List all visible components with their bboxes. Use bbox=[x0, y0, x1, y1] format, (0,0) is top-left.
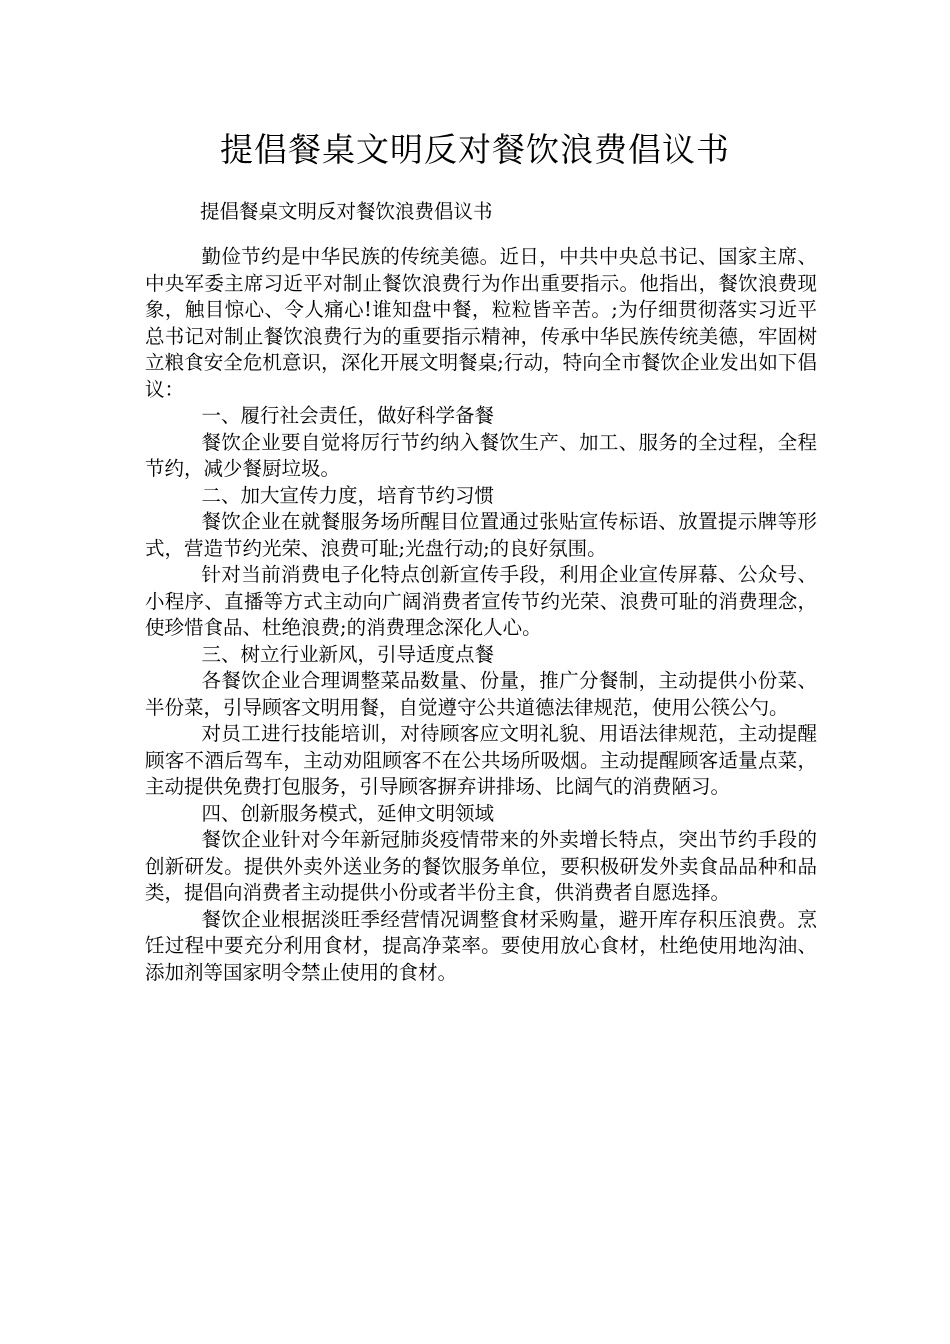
document-subtitle: 提倡餐桌文明反对餐饮浪费倡议书 bbox=[200, 200, 493, 223]
document-body bbox=[145, 244, 817, 986]
document-title: 提倡餐桌文明反对餐饮浪费倡议书 bbox=[220, 130, 730, 169]
paragraph: 餐饮企业要自觉将厉行节约纳入餐饮生产、加工、服务的全过程，全程节约，减少餐厨垃圾。 bbox=[145, 430, 817, 480]
paragraph: 餐饮企业针对今年新冠肺炎疫情带来的外卖增长特点，突出节约手段的创新研发。提供外卖外送业务的餐饮服务单位，要积极研发外卖食品品种和品类，提倡向消费者主动提供小份或者半份主食，供消费者自愿选择。 bbox=[145, 828, 817, 904]
paragraph: 餐饮企业根据淡旺季经营情况调整食材采购量，避开库存积压浪费。烹饪过程中要充分利用食材，提高净菜率。要使用放心食材，杜绝使用地沟油、添加剂等国家明令禁止使用的食材。 bbox=[145, 907, 817, 984]
paragraph: 针对当前消费电子化特点创新宣传手段，利用企业宣传屏幕、公众号、小程序、直播等方式主动向广阔消费者宣传节约光荣、浪费可耻的消费理念，使珍惜食品、杜绝浪费;的消费理念深化人心。 bbox=[145, 563, 817, 639]
paragraph: 对员工进行技能培训，对待顾客应文明礼貌、用语法律规范，主动提醒顾客不酒后驾车，主动劝阻顾客不在公共场所吸烟。主动提醒顾客适量点菜，主动提供免费打包服务，引导顾客摒弃讲排场、比阔气的消费陋习。 bbox=[145, 722, 817, 798]
section-heading-1: 一、履行社会责任，做好科学备餐 bbox=[201, 404, 495, 427]
section-heading-3: 三、树立行业新风，引导适度点餐 bbox=[201, 642, 495, 666]
section-heading-2: 二、加大宣传力度，培育节约习惯 bbox=[201, 483, 495, 507]
paragraph: 各餐饮企业合理调整菜品数量、份量，推广分餐制，主动提供小份菜、半份菜，引导顾客文明用餐，自觉遵守公共道德法律规范，使用公筷公勺。 bbox=[145, 669, 817, 719]
paragraph-intro: 勤俭节约是中华民族的传统美德。近日，中共中央总书记、国家主席、中央军委主席习近平对制止餐饮浪费行为作出重要指示。他指出，餐饮浪费现象，触目惊心、令人痛心!谁知盘中餐，粒粒皆辛苦。;为仔细贯彻落实习近平总书记对制止餐饮浪费行为的重要指示精神，传承中华民族传统美德，牢固树立粮食安全危机意识，深化开展文明餐桌;行动，特向全市餐饮企业发出如下倡议： bbox=[145, 245, 817, 401]
paragraph: 餐饮企业在就餐服务场所醒目位置通过张贴宣传标语、放置提示牌等形式，营造节约光荣、浪费可耻;光盘行动;的良好氛围。 bbox=[145, 510, 817, 560]
section-heading-4: 四、创新服务模式，延伸文明领域 bbox=[201, 801, 495, 825]
